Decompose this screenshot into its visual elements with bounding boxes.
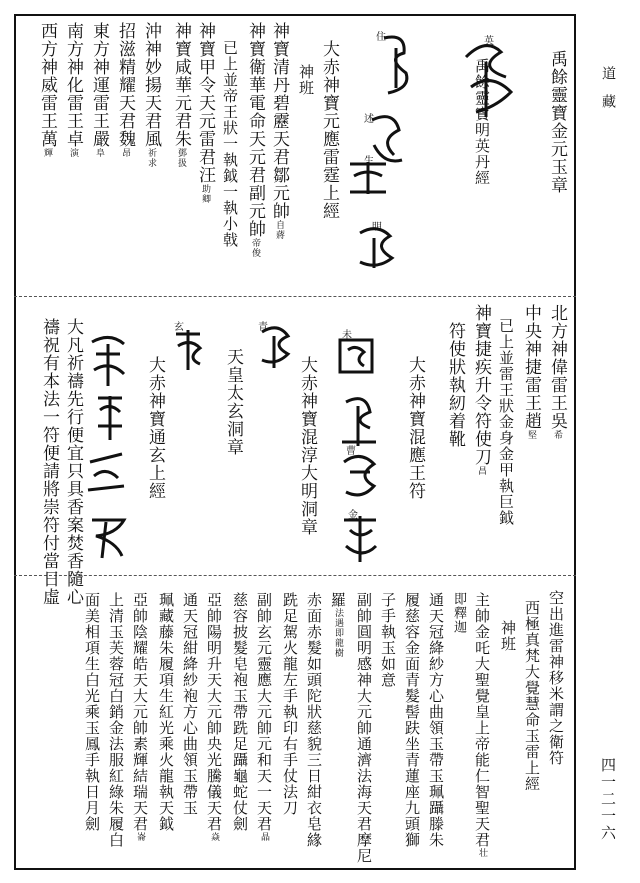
talisman-label: 青	[258, 322, 268, 333]
talisman-label: 未	[342, 330, 352, 341]
band2-ritual-line: 大凡祈禱先行便宜只具香案焚香隨心	[63, 318, 83, 606]
band2-note-line: 符使狀執紉着靴	[445, 322, 465, 448]
band3-deity-line	[256, 592, 271, 842]
band3-deity-line	[206, 592, 221, 842]
band1-text: 神寶甲令天元雷君汪	[195, 22, 215, 184]
band2-name-note: 堅	[526, 430, 536, 440]
talisman-glyph	[92, 388, 128, 444]
band2-deity-line	[548, 304, 565, 440]
band3-line: 珮藏藤朱履項生紅光乘火龍執天鉞	[157, 592, 175, 832]
band3-deity-line	[474, 592, 489, 858]
talisman-glyph	[86, 506, 130, 562]
talisman-glyph	[338, 506, 382, 566]
talisman-glyph	[336, 442, 380, 506]
band3-line: 子手執玉如意	[379, 592, 397, 688]
band3-line: 赤面赤髮如頭陀狀慈貌三日紺衣皂緣	[305, 592, 323, 848]
band3-line: 面美相項生白光乘玉鳳手執日月劍	[83, 592, 101, 832]
band1-name-note: 帝	[250, 238, 260, 248]
talisman-label: 玄	[174, 322, 184, 333]
band2-ritual-line: 禱祝有本法一符便請將崇符付當日虛	[39, 318, 59, 606]
band1-text: 東方神運雷王嚴	[89, 22, 109, 148]
talisman-label: 英	[484, 36, 494, 47]
band1-text: 招滋精耀天君魏	[115, 22, 135, 148]
band3-name-note: 崙	[135, 832, 145, 842]
band3-line: 履慈容金面青髮髻趺坐青蓮座九頭獅	[403, 592, 421, 848]
talisman-glyph	[86, 330, 130, 390]
talisman-glyph	[344, 152, 392, 202]
band3-deity-line	[132, 592, 147, 842]
band1-text: 沖神妙揚天君風	[141, 22, 161, 148]
band1-name-note: 昂	[120, 148, 130, 158]
band2-deity-line	[472, 304, 489, 476]
band3-text: 羅	[329, 592, 347, 608]
band2-scripture-title: 天皇太玄洞章	[223, 348, 243, 456]
band3-text: 副帥玄元靈應大元帥元和天一天君	[255, 592, 273, 832]
band1-sub-title: 禹餘靈寶明英丹經	[473, 58, 491, 186]
band1-name-note: 鄧扱	[176, 148, 186, 168]
band1-name-note: 輝	[42, 148, 52, 158]
band2-text: 中央神捷雷王趙	[521, 304, 541, 430]
band3-text: 主帥金吒大聖覺皇上帝能仁智聖天君	[473, 592, 491, 848]
band1-deity-line	[246, 22, 263, 258]
band1-name-note: 演	[68, 148, 78, 158]
band3-line: 上清玉芙蓉冠白銷金法服紅綠朱履白	[107, 592, 125, 848]
band3-name-note: 法遇	[333, 608, 343, 628]
band3-note-line: 即釋迦	[451, 592, 466, 634]
band1-text: 神寶衛華電命天元君副元帥	[245, 22, 265, 238]
band1-text: 西方神威雷王萬	[37, 22, 57, 148]
talisman-glyph	[168, 318, 208, 372]
talisman-label: 住	[376, 32, 386, 43]
talisman-glyph	[254, 318, 294, 372]
band3-deity-line	[330, 592, 345, 658]
band1-deity-line	[270, 22, 287, 240]
band1-deity-line	[142, 22, 159, 168]
collection-title: 道藏	[600, 66, 616, 122]
band3-line: 跣足駕火龍左手執印右手仗法刀	[281, 592, 299, 816]
band3-line: 通天冠絳紗方心曲領玉帶玉珮躡滕朱	[427, 592, 445, 848]
talisman-label: 明	[372, 222, 382, 233]
band1-left-title: 大赤神寶元應雷霆上經	[319, 40, 339, 220]
band1-deity-line	[116, 22, 133, 158]
band2-name-note: 昌	[476, 466, 486, 476]
band1-text: 神寶清丹碧靂天君鄒元帥	[269, 22, 289, 220]
band1-deity-line	[90, 22, 107, 158]
band1-name-note: 蔣	[274, 230, 284, 240]
talisman-glyph	[456, 32, 526, 122]
band3-name-note: 壮	[477, 848, 487, 858]
talisman-glyph	[334, 326, 378, 386]
band3-line: 副帥圓明感神大元帥通濟法海天君摩尼	[355, 592, 373, 864]
talisman-glyph	[82, 442, 130, 498]
band1-name-note: 阜	[94, 148, 104, 158]
band1-deity-line	[38, 22, 55, 158]
band1-heading: 神班	[297, 64, 315, 96]
band2-note-line: 已上並雷王狀金身金甲執巨鉞	[497, 318, 515, 526]
page-number: 四一二一六	[599, 757, 617, 842]
talisman-label: 述	[364, 114, 374, 125]
band3-text: 亞帥陰耀皓天大元帥素輝結瑞天君	[131, 592, 149, 832]
talisman-glyph	[352, 218, 398, 274]
talisman-label: 生	[364, 156, 374, 167]
band2-text: 神寶捷疾升令符使刀	[471, 304, 491, 466]
band2-deity-line	[522, 304, 539, 440]
band2-scripture-title: 大赤神寶混淳大明洞章	[297, 356, 317, 536]
band1-text: 神寶咸華元君朱	[171, 22, 191, 148]
band3-name-note: 焱	[209, 832, 219, 842]
band1-name-note: 俊	[250, 248, 260, 258]
band1-deity-line	[172, 22, 189, 168]
band2-scripture-title: 大赤神寶混應王符	[405, 356, 425, 500]
band1-note-line: 已上並帝王狀一執鉞一執小戟	[221, 40, 239, 248]
band3-text: 亞帥陽明升天大元帥央光騰儀天君	[205, 592, 223, 832]
talisman-glyph	[376, 28, 416, 98]
band2-scripture-title: 大赤神寶通玄上經	[145, 356, 165, 500]
band2-name-note: 希	[552, 430, 562, 440]
band-divider-upper	[14, 296, 576, 297]
band1-scripture-title: 禹餘靈寶金元玉章	[547, 50, 567, 194]
talisman-label: 曹	[346, 446, 356, 457]
band3-line: 空出進雷神移米謂之衛符	[547, 590, 565, 766]
talisman-label: 金	[348, 510, 358, 521]
band1-text: 南方神化雷王卓	[63, 22, 83, 148]
band3-name-note: 晶	[259, 832, 269, 842]
band1-name-note: 助卿	[200, 184, 210, 204]
band1-deity-line	[196, 22, 213, 204]
band-divider-lower	[14, 575, 576, 576]
band3-line: 慈容披髮皂袍玉帶跣足躡龜蛇仗劍	[231, 592, 249, 832]
band1-deity-line	[64, 22, 81, 158]
band2-text: 北方神偉雷王吳	[547, 304, 567, 430]
band3-name-note: 即龍樹	[333, 628, 343, 658]
band1-name-note: 祈求	[146, 148, 156, 168]
band1-name-note: 自	[274, 220, 284, 230]
band3-heading: 神班	[499, 620, 517, 652]
band3-scripture-title: 西極真梵大覺慧命玉雷上經	[523, 600, 541, 792]
band3-line: 通天冠紺絳紗袍方心曲領玉帶玉	[181, 592, 199, 816]
